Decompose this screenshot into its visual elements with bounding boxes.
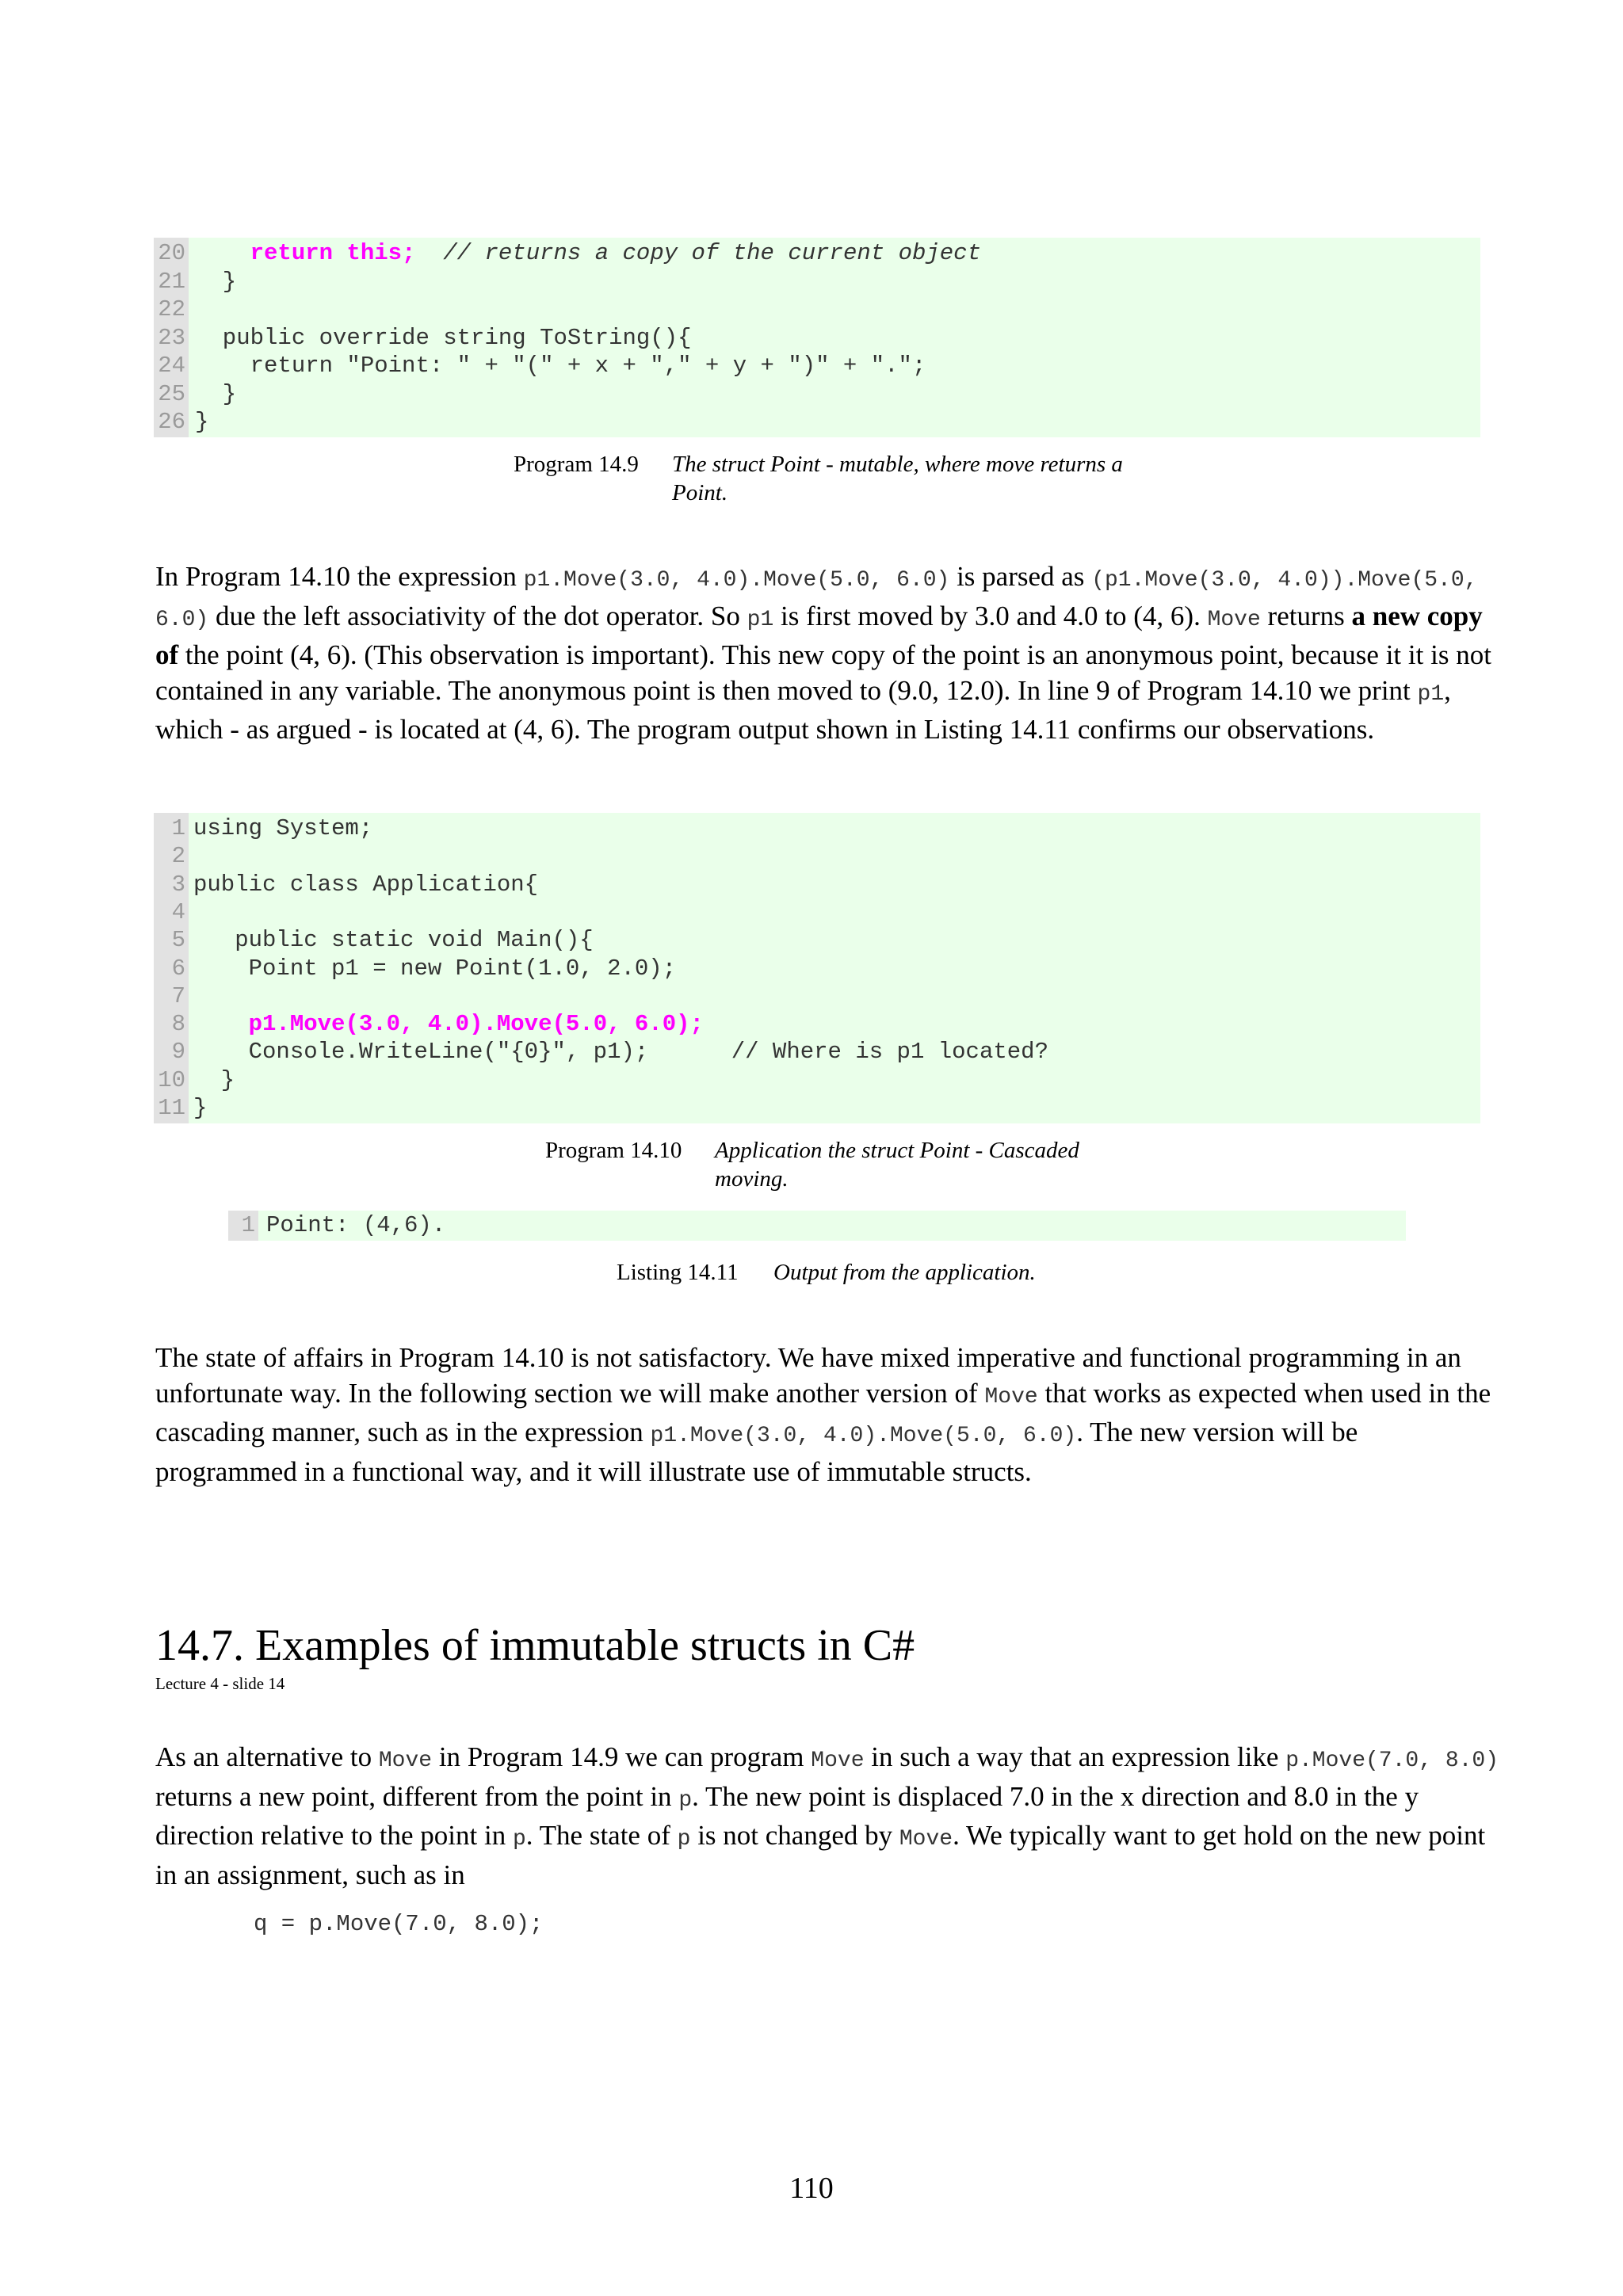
line-number: 11	[158, 1095, 185, 1121]
line-number: 1	[171, 815, 185, 841]
text-run: returns	[1260, 600, 1352, 631]
code-segment: using System;	[193, 815, 373, 841]
line-number: 9	[171, 1039, 185, 1066]
text-run: . The new point is displaced 7.0 in the x direction and 8.0 in the y direction relative to the point in	[155, 1780, 1419, 1851]
inline-code: Move	[899, 1827, 953, 1852]
caption-program-14-9	[514, 450, 1179, 513]
line-number: 22	[158, 296, 185, 322]
caption-text: Application the struct Point - Cascaded moving.	[715, 1138, 1079, 1192]
inline-code: p1.Move(3.0, 4.0).Move(5.0, 6.0)	[523, 568, 950, 593]
text-run: in such a way that an expression like	[864, 1741, 1286, 1772]
text-run: . The new version will be programmed in a functional way, and it will illustrate use of immutable structs.	[155, 1417, 1358, 1487]
line-number: 2	[171, 843, 185, 870]
line-number: 24	[158, 353, 185, 379]
code-comment: // returns a copy of the current object	[443, 240, 981, 266]
text-run: is not changed by	[690, 1820, 899, 1851]
caption-text: The struct Point - mutable, where move returns a Point.	[672, 452, 1123, 505]
code-line	[193, 1038, 1048, 1066]
code-line	[195, 324, 692, 353]
page-number: 110	[789, 2172, 834, 2205]
section-heading: 14.7. Examples of immutable structs in C#	[155, 1621, 915, 1670]
caption-label: Program 14.9	[514, 452, 639, 477]
inline-code: p1	[1417, 681, 1445, 707]
line-number: 21	[158, 268, 185, 295]
text-run: in Program 14.9 we can program	[432, 1741, 812, 1772]
paragraph-state-of-affairs	[155, 1341, 1503, 1489]
inline-code: p	[678, 1787, 693, 1813]
inline-code: Move	[1207, 607, 1261, 632]
line-number: 20	[158, 240, 185, 266]
code-line	[193, 955, 676, 982]
caption-label: Program 14.10	[545, 1138, 682, 1163]
code-line	[193, 1094, 207, 1122]
code-line	[195, 352, 926, 380]
inline-code: p	[512, 1827, 526, 1852]
bold-text: a new copy of	[155, 600, 1483, 670]
code-block-program-14-9	[154, 238, 1480, 437]
code-segment: }	[195, 268, 237, 295]
inline-code: p.Move(7.0, 8.0)	[1285, 1749, 1499, 1773]
code-block-listing-14-11	[228, 1211, 1406, 1241]
inline-code: p1	[747, 607, 774, 632]
code-segment	[193, 1011, 249, 1037]
code-segment	[415, 240, 443, 266]
text-run: The state of affairs in Program 14.10 is not satisfactory. We have mixed imperative and functional programming in an unfortunate way. In the following section we will make another version of	[155, 1342, 1461, 1409]
code-segment: public static void Main(){	[193, 927, 594, 954]
code-line	[266, 1211, 445, 1240]
code-segment: }	[195, 380, 237, 407]
line-number: 8	[171, 1011, 185, 1038]
inline-code: p	[677, 1827, 691, 1852]
caption-program-14-10	[545, 1136, 1148, 1199]
code-segment: }	[193, 1066, 235, 1093]
code-segment: public override string ToString(){	[195, 324, 692, 351]
assignment-code-example: q = p.Move(7.0, 8.0);	[254, 1911, 544, 1937]
code-line	[193, 871, 538, 898]
text-run: , which - as argued - is located at (4, 6). The program output shown in Listing 14.11 confirms our observations.	[155, 674, 1451, 745]
line-number: 25	[158, 380, 185, 407]
line-number: 5	[171, 927, 185, 954]
text-run: is parsed as	[949, 561, 1092, 592]
code-block-program-14-10	[154, 813, 1480, 1123]
code-segment: }	[195, 409, 209, 435]
code-line	[195, 239, 981, 268]
code-line	[195, 268, 236, 296]
code-segment: public class Application{	[193, 871, 539, 898]
code-line	[193, 926, 594, 954]
line-number: 10	[158, 1066, 185, 1093]
line-number: 3	[171, 871, 185, 898]
code-line	[195, 380, 236, 409]
inline-code: Move	[984, 1384, 1038, 1409]
caption-label: Listing 14.11	[617, 1260, 739, 1285]
text-run: returns a new point, different from the point in	[155, 1780, 679, 1812]
caption-text: Output from the application.	[773, 1260, 1036, 1285]
code-line	[195, 408, 208, 437]
code-line	[193, 814, 372, 842]
line-number: 4	[171, 898, 185, 925]
code-segment: Point p1 = new Point(1.0, 2.0);	[193, 955, 677, 982]
inline-code: Move	[378, 1749, 433, 1773]
line-number: 6	[171, 955, 185, 982]
inline-code: p1.Move(3.0, 4.0).Move(5.0, 6.0)	[650, 1424, 1077, 1448]
text-run: that works as expected when used in the cascading manner, such as in the expression	[155, 1377, 1491, 1447]
text-run: due the left associativity of the dot operator. So	[208, 600, 747, 631]
text-run: . We typically want to get hold on the new point in an assignment, such as in	[155, 1820, 1486, 1890]
code-segment: Point: (4,6).	[266, 1212, 446, 1238]
line-number: 23	[158, 324, 185, 351]
code-segment	[195, 240, 250, 266]
text-run: . The state of	[525, 1820, 678, 1851]
text-run: In Program 14.10 the expression	[155, 561, 524, 592]
code-line	[193, 1066, 235, 1094]
text-run: As an alternative to	[155, 1741, 379, 1772]
paragraph-immutable-alternative	[155, 1740, 1503, 1893]
text-run: is first moved by 3.0 and 4.0 to (4, 6).	[773, 600, 1208, 631]
text-run: the point (4, 6). (This observation is important). This new copy of the point is an anonymous point, because it it is not contained in any variable. The anonymous point is then moved to (9.0, 12.0). In line 9 of Program 14.10 we print	[155, 639, 1491, 706]
code-segment: }	[193, 1095, 208, 1121]
section-slide-reference: Lecture 4 - slide 14	[155, 1674, 285, 1693]
line-number: 26	[158, 409, 185, 435]
code-segment: Console.WriteLine("{0}", p1); // Where is p1 located?	[193, 1039, 1048, 1066]
highlighted-code: return this;	[250, 240, 416, 266]
inline-code: (p1.Move(3.0, 4.0)).Move(5.0, 6.0)	[155, 568, 1478, 632]
caption-listing-14-11	[617, 1258, 1171, 1290]
line-number: 1	[241, 1212, 255, 1238]
line-number: 7	[171, 982, 185, 1009]
paragraph-cascaded-move-explanation	[155, 559, 1503, 748]
code-segment: return "Point: " + "(" + x + "," + y + ")" + ".";	[195, 353, 926, 379]
highlighted-code: p1.Move(3.0, 4.0).Move(5.0, 6.0);	[248, 1011, 704, 1038]
code-line	[193, 1010, 704, 1038]
inline-code: Move	[811, 1749, 865, 1773]
